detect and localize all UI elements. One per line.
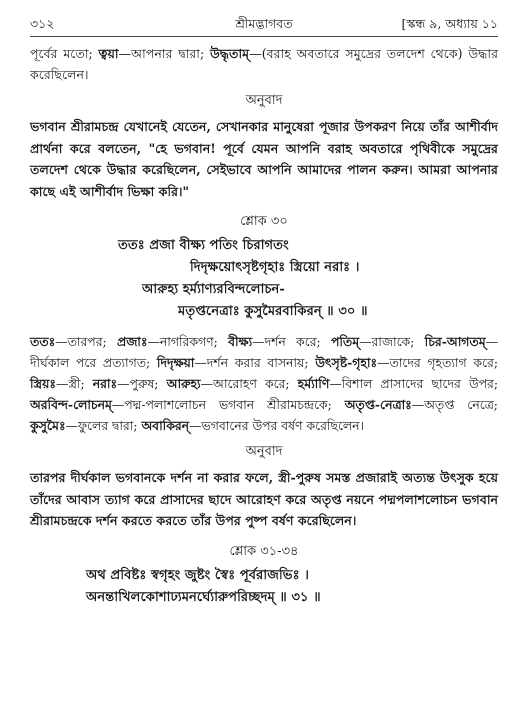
verse-text xyxy=(30,235,498,323)
verse-line: ততঃ প্রজা বীক্ষ্য পতিং চিরাগতং xyxy=(118,238,289,253)
verse-line: অনন্তাখিলকোশাঢ্যমনর্ঘ্যোরুপরিচ্ছদম্ ॥ ৩১ ॥ xyxy=(86,589,321,605)
gloss-word: বীক্ষ্য xyxy=(228,334,253,349)
gloss-meaning: —দীর্ঘকাল পরে প্রত্যাগত; xyxy=(30,334,498,370)
gloss-meaning: —তারপর; xyxy=(55,334,117,349)
gloss-word: পতিম্ xyxy=(330,334,360,349)
gloss-text: পূর্বের মতো; xyxy=(30,46,99,61)
gloss-word: চির-আগতম্ xyxy=(424,334,486,349)
gloss-word: প্রজাঃ xyxy=(116,334,148,349)
gloss-meaning: —রাজাকে; xyxy=(359,334,425,349)
gloss-word: স্ত্রিয়ঃ xyxy=(30,376,56,391)
gloss-word: অবাকিরন্ xyxy=(141,418,190,433)
gloss-word: উৎসৃষ্ট-গৃহাঃ xyxy=(315,355,378,370)
translation-heading: অনুবাদ xyxy=(245,93,283,108)
gloss-meaning: —দর্শন করার বাসনায়; xyxy=(194,355,316,370)
gloss-word: দিদৃক্ষয়া xyxy=(156,355,195,370)
gloss-word: অতৃপ্ত-নেত্রাঃ xyxy=(344,397,412,412)
gloss-meaning: —পুরুষ; xyxy=(117,376,167,391)
gloss-word: আরুহ্য xyxy=(166,376,201,391)
verse-text xyxy=(30,565,498,609)
chapter-reference: [স্কন্ধ ৯, অধ্যায় ১১ xyxy=(401,16,498,31)
page-header xyxy=(30,10,498,34)
book-page xyxy=(30,10,498,609)
gloss-word: ত্বয়া xyxy=(98,46,119,61)
verse-heading: শ্লোক ৩১-৩৪ xyxy=(229,543,299,559)
gloss-word: ততঃ xyxy=(30,334,56,349)
verse-line: অথ প্রবিষ্টঃ স্বগৃহং জুষ্টং স্বৈঃ পূর্বরাজভিঃ । xyxy=(86,567,309,583)
book-title: শ্রীমদ্ভাগবত xyxy=(235,16,293,31)
gloss-meaning: —বিশাল প্রাসাদের ছাদের উপর; xyxy=(329,376,498,391)
gloss-meaning: —তাদের গৃহত্যাগ করে; xyxy=(377,355,498,370)
gloss-word: উদ্ধৃতাম্ xyxy=(209,46,250,61)
verse-line: দিদৃক্ষয়োৎসৃষ্টগৃহাঃ স্ত্রিয়ো নরাঃ । xyxy=(190,260,360,275)
gloss-meaning: —অতৃপ্ত নেত্রে; xyxy=(411,397,498,412)
verse-heading: শ্লোক ৩০ xyxy=(240,214,288,229)
gloss-meaning: —দর্শন করে; xyxy=(252,334,331,349)
word-for-word-gloss xyxy=(30,331,498,436)
previous-gloss-continuation xyxy=(30,43,498,85)
verse-line: আরুহ্য হর্ম্যাণ্যরবিন্দলোচন- xyxy=(142,282,285,297)
gloss-meaning: —স্ত্রী; xyxy=(55,376,93,391)
gloss-meaning: —পদ্ম-পলাশলোচন ভগবান শ্রীরামচন্দ্রকে; xyxy=(111,397,345,412)
gloss-word: অরবিন্দ-লোচনম্ xyxy=(30,397,112,412)
gloss-meaning: —আরোহণ করে; xyxy=(200,376,298,391)
gloss-meaning: —নাগরিকগণ; xyxy=(147,334,229,349)
translation-text: ভগবান শ্রীরামচন্দ্র যেখানেই যেতেন, সেখানকার মানুষেরা পূজার উপকরণ নিয়ে তাঁর আশীর্বাদ প্রার্থনা করে বলতেন, "হে ভগবান! পূর্বে যেমন আপনি বরাহ অবতারে পৃথিবীকে সমুদ্রের তলদেশ থেকে উদ্ধার করেছিলেন, সেইভাবে আপনি আমাদের পালন করুন। আমরা আপনার কাছে এই আশীর্বাদ ভিক্ষা করি।" xyxy=(30,119,498,199)
header-rule xyxy=(30,36,498,37)
gloss-word: কুসুমৈঃ xyxy=(30,418,66,433)
translation-heading: অনুবাদ xyxy=(245,444,283,459)
gloss-text: —(বরাহ অবতারে সমুদ্রের তলদেশ থেকে) উদ্ধার করেছিলেন। xyxy=(30,46,498,82)
gloss-word: নরাঃ xyxy=(92,376,118,391)
gloss-meaning: —ভগবানের উপর বর্ষণ করেছিলেন। xyxy=(189,418,364,433)
verse-line: মতৃপ্তনেত্রাঃ কুসুমৈরবাকিরন্ ॥ ৩০ ॥ xyxy=(178,304,368,319)
gloss-meaning: —ফুলের দ্বারা; xyxy=(65,418,142,433)
translation-text: তারপর দীর্ঘকাল ভগবানকে দর্শন না করার ফলে, স্ত্রী-পুরুষ সমস্ত প্রজারাই অত্যন্ত উৎসুক হয়ে তাঁদের আবাস ত্যাগ করে প্রাসাদের ছাদে আরোহণ করে অতৃপ্ত নয়নে পদ্মপলাশলোচন ভগবান শ্রীরামচন্দ্রকে দর্শন করতে করতে তাঁর উপর পুষ্প বর্ষণ করেছিলেন। xyxy=(30,470,498,528)
gloss-word: হর্ম্যাণি xyxy=(297,376,330,391)
gloss-text: —আপনার দ্বারা; xyxy=(118,46,210,61)
page-number: ৩১২ xyxy=(30,16,55,31)
